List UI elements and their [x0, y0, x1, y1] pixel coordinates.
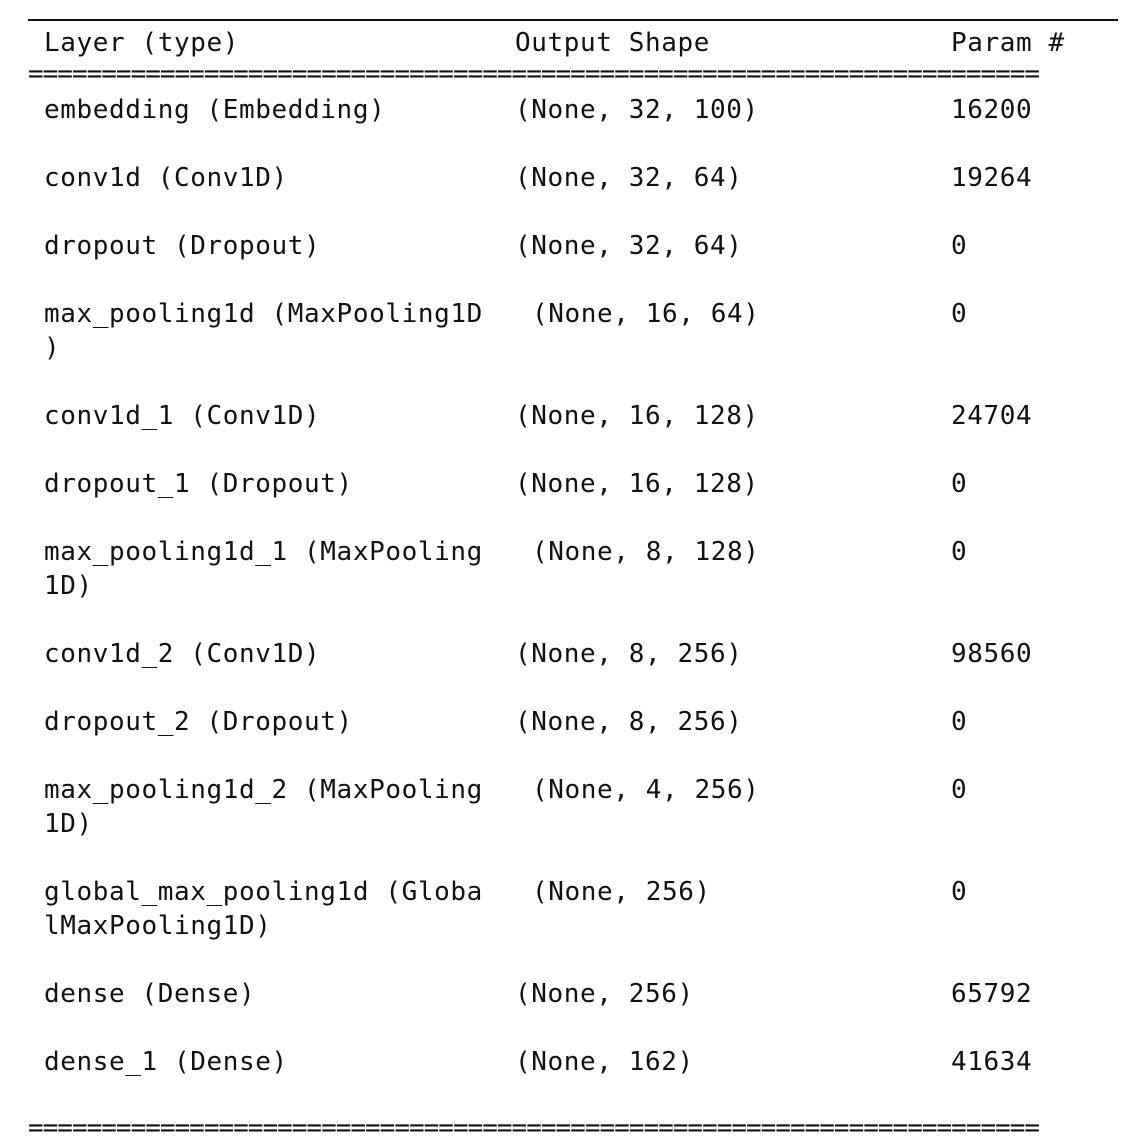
- layer-output-shape: (None, 32, 64): [515, 163, 743, 193]
- layer-name: conv1d_2 (Conv1D): [44, 639, 321, 669]
- layer-param-count: 0: [951, 707, 968, 737]
- layer-param-count: 98560: [951, 639, 1033, 669]
- layer-output-shape: (None, 8, 128): [532, 537, 760, 567]
- layer-name: max_pooling1d_2 (MaxPooling: [44, 775, 483, 805]
- layer-name-continuation: 1D): [44, 571, 93, 601]
- layer-param-count: 0: [951, 775, 968, 805]
- layer-name: embedding (Embedding): [44, 95, 386, 125]
- layer-output-shape: (None, 256): [515, 979, 694, 1009]
- layer-name: max_pooling1d (MaxPooling1D: [44, 299, 483, 329]
- layer-param-count: 65792: [951, 979, 1033, 1009]
- layer-param-count: 0: [951, 299, 968, 329]
- layer-param-count: 0: [951, 469, 968, 499]
- layer-param-count: 19264: [951, 163, 1033, 193]
- layer-output-shape: (None, 16, 128): [515, 469, 759, 499]
- header-separator: =====================================================================: [28, 64, 1040, 84]
- layer-output-shape: (None, 8, 256): [515, 639, 743, 669]
- layer-name: conv1d_1 (Conv1D): [44, 401, 321, 431]
- layer-name-continuation: ): [44, 333, 61, 363]
- layer-output-shape: (None, 16, 64): [532, 299, 760, 329]
- layer-name: max_pooling1d_1 (MaxPooling: [44, 537, 483, 567]
- layer-output-shape: (None, 4, 256): [532, 775, 760, 805]
- layer-output-shape: (None, 256): [532, 877, 711, 907]
- layer-output-shape: (None, 162): [515, 1047, 694, 1077]
- header-output-shape: Output Shape: [515, 28, 711, 58]
- layer-param-count: 0: [951, 877, 968, 907]
- layer-output-shape: (None, 32, 64): [515, 231, 743, 261]
- layer-name: global_max_pooling1d (Globa: [44, 877, 483, 907]
- header-param-count: Param #: [951, 28, 1065, 58]
- layer-name: dense (Dense): [44, 979, 256, 1009]
- layer-param-count: 24704: [951, 401, 1033, 431]
- layer-name-continuation: lMaxPooling1D): [44, 911, 272, 941]
- layer-output-shape: (None, 16, 128): [515, 401, 759, 431]
- top-rule: [28, 19, 1118, 21]
- layer-param-count: 16200: [951, 95, 1033, 125]
- layer-output-shape: (None, 32, 100): [515, 95, 759, 125]
- layer-name: conv1d (Conv1D): [44, 163, 288, 193]
- layer-param-count: 0: [951, 231, 968, 261]
- layer-output-shape: (None, 8, 256): [515, 707, 743, 737]
- layer-name: dropout_2 (Dropout): [44, 707, 353, 737]
- layer-param-count: 41634: [951, 1047, 1033, 1077]
- footer-separator: =====================================================================: [28, 1118, 1040, 1138]
- layer-name: dropout_1 (Dropout): [44, 469, 353, 499]
- header-layer-type: Layer (type): [44, 28, 240, 58]
- layer-param-count: 0: [951, 537, 968, 567]
- layer-name: dropout (Dropout): [44, 231, 321, 261]
- layer-name-continuation: 1D): [44, 809, 93, 839]
- layer-name: dense_1 (Dense): [44, 1047, 288, 1077]
